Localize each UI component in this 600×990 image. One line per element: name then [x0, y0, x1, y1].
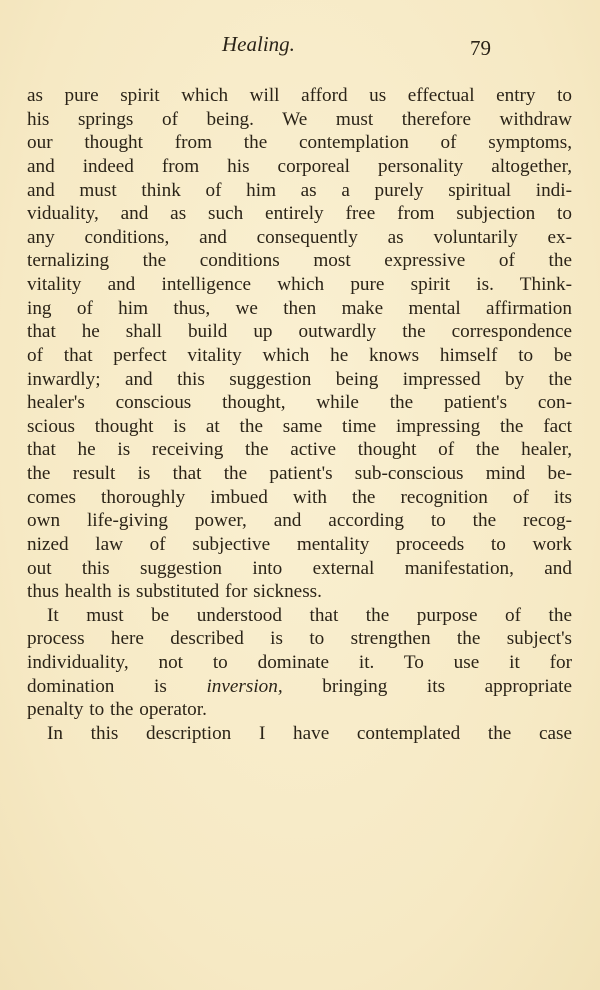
text-segment: domination is: [27, 675, 207, 697]
text-line: nized law of subjective mentality proceeds to work: [27, 533, 572, 555]
text-line: vitality and intelligence which pure spirit is. Think-: [27, 274, 572, 295]
text-line: ing of him thus, we then make mental affirmation: [27, 297, 572, 319]
text-line: own life-giving power, and according to the recog-: [27, 510, 572, 532]
text-line: process here described is to strengthen the subject's: [27, 628, 572, 650]
text-line: out this suggestion into external manifestation, and: [27, 557, 572, 579]
text-line: that he is receiving the active thought of the healer,: [27, 439, 572, 461]
text-line: inwardly; and this suggestion being impressed by the: [27, 368, 572, 390]
text-line: healer's conscious thought, while the patient's con-: [27, 392, 572, 414]
italic-emphasis: inversion,: [206, 675, 283, 697]
text-line: scious thought is at the same time impressing the fact: [27, 415, 572, 437]
paragraph-end-line: thus health is substituted for sickness.: [27, 581, 322, 603]
paragraph-start-line: In this description I have contemplated the case: [47, 722, 572, 744]
text-line: of that perfect vitality which he knows himself to be: [27, 344, 572, 366]
paragraph-start-line: It must be understood that the purpose of the: [47, 604, 572, 626]
body-text: [27, 84, 572, 746]
page-header: [0, 30, 600, 66]
text-line: his springs of being. We must therefore withdraw: [27, 108, 572, 130]
text-line: ternalizing the conditions most expressive of the: [27, 250, 572, 272]
text-line: that he shall build up outwardly the correspondence: [27, 321, 572, 343]
text-line: and indeed from his corporeal personality altogether,: [27, 155, 572, 177]
page-number: 79: [470, 36, 491, 60]
text-line: our thought from the contemplation of symptoms,: [27, 132, 572, 154]
text-segment: bringing its appropriate: [282, 675, 573, 697]
text-line: individuality, not to dominate it. To use it for: [27, 652, 572, 673]
running-title: Healing.: [222, 32, 295, 56]
text-line: the result is that the patient's sub-conscious mind be-: [27, 463, 572, 484]
text-line: and must think of him as a purely spiritual indi-: [27, 179, 572, 201]
text-line: comes thoroughly imbued with the recognition of its: [27, 486, 572, 508]
text-line: viduality, and as such entirely free from subjection to: [27, 203, 572, 225]
text-line: any conditions, and consequently as voluntarily ex-: [27, 226, 572, 248]
paragraph-end-line: penalty to the operator.: [27, 699, 207, 721]
text-line: as pure spirit which will afford us effectual entry to: [27, 85, 572, 106]
text-line: [27, 675, 572, 699]
